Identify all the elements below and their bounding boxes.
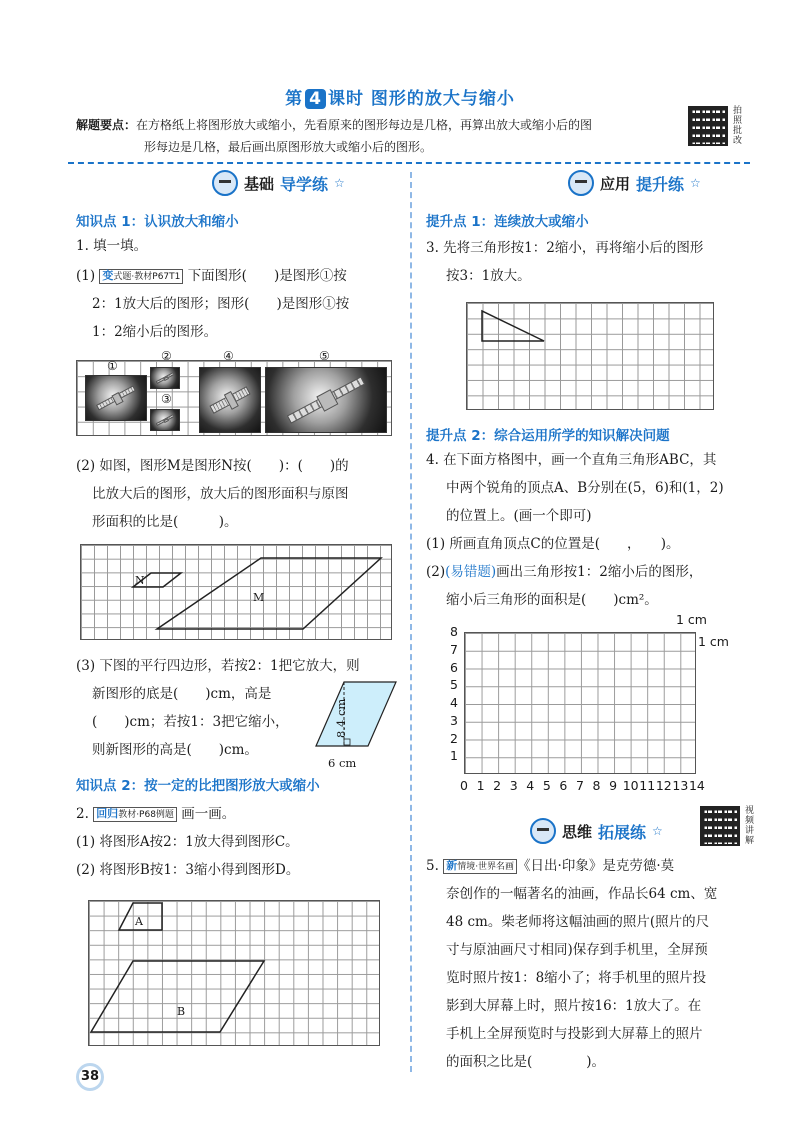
x-tick-label: 1 [476,778,485,793]
x-tick-label: 14 [688,778,705,793]
satellite-grid [76,349,392,436]
solving-tips: 解题要点：在方格纸上将图形放大或缩小，先看原来的图形每边是几格，再算出放大或缩小后的图 形每边是几格，最后画出原图形放大或缩小后的图形。 [76,118,593,154]
drawing-grid-q3[interactable] [466,302,714,410]
knowledge-point-2: 知识点 2：按一定的比把图形放大或缩小 [76,778,320,794]
x-tick-label: 3 [509,778,518,793]
y-tick-label: 8 [450,624,458,639]
qr-caption: 拍照批改 [733,106,743,146]
lesson-number-badge: 4 [305,89,326,109]
mascot-icon [530,818,556,844]
section-think-header: 思维 拓展练 ☆ [530,818,663,844]
qr-code-icon[interactable] [688,106,728,146]
x-tick-label: 10 [622,778,639,793]
x-tick-label: 8 [592,778,601,793]
q2-part1: (1) 将图形A按2：1放大得到图形C。 [76,834,299,850]
x-tick-label: 11 [639,778,656,793]
label-5: ⑤ [319,349,330,363]
q4-text: 4. 在下面方格图中，画一个直角三角形ABC，其 中两个锐角的顶点A、B分别在(5，6)和(1，2) 的位置上。(画一个即可) (1) 所画直角顶点C的位置是( ， )。 (2)(易错题)画出三角形按1：2缩小后的图形， 缩小后三角形的面积是( )cm²。 [426,452,724,608]
star-icon: ☆ [334,176,345,190]
x-tick-label: 5 [542,778,551,793]
y-tick-label: 6 [450,659,458,675]
drawing-grid-q2[interactable] [88,900,380,1046]
satellite-photo-4 [199,367,261,433]
x-tick-label: 6 [559,778,568,793]
y-tick-label: 5 [450,677,458,693]
q1-title: 1. 填一填。 [76,238,148,254]
q5-text: 5. 新情境·世界名画 《日出·印象》是克劳德·莫 奈创作的一幅著名的油画，作品长64 cm、宽 48 cm。柴老师将这幅油画的照片(照片的尺 寸与原油画尺寸相同)保存到手机里，全屏预 览时照片按1：8缩小了；将手机里的照片投 影到大屏幕上时，照片按16：1放大了。在 手机上全屏预览时与投影到大屏幕上的照片 的面积之比是( )。 [426,858,718,1070]
label-4: ④ [223,349,234,363]
shape-a-label: A [135,915,143,928]
x-tick-label: 0 [460,778,468,793]
y-tick-label: 7 [450,641,458,657]
x-tick-label: 13 [672,778,689,793]
shape-m-label: M [253,591,265,604]
shape-m [157,558,381,629]
y-tick-label: 1 [450,748,458,764]
triangle-q3-svg [467,303,715,411]
unit-height-label: 1 cm [698,634,729,649]
satellite-photo-1 [85,375,147,421]
column-divider [410,172,412,1072]
shapes-ab-svg [89,901,381,1047]
y-tick-label: 3 [450,712,458,728]
y-tick-label: 2 [450,730,458,746]
parallelogram-figure [310,676,402,754]
mascot-icon [568,170,594,196]
q1-part3: (3) 下图的平行四边形，若按2：1把它放大，则 新图形的底是( )cm，高是 ( )cm；若按1：3把它缩小， 则新图形的高是( )cm。 [76,658,360,758]
unit-width-label: 1 cm [676,612,707,627]
q2-title: 2. 回归教材·P68例题 画一画。 [76,806,236,822]
return-tag: 回归教材·P68例题 [93,807,177,822]
q3-text: 3. 先将三角形按1：2缩小，再将缩小后的图形 按3：1放大。 [426,240,704,284]
shape-n-label: N [135,574,145,587]
section-apply-header: 应用 提升练 ☆ [568,170,701,196]
label-3: ③ [161,392,172,406]
qr-caption-video: 视频讲解 [745,806,755,846]
q1-part2: (2) 如图，图形M是图形N按( )：( )的 比放大后的图形，放大后的图形面积与原图 形面积的比是( )。 [76,458,349,530]
label-1: ① [107,359,118,373]
knowledge-point-1: 知识点 1：认识放大和缩小 [76,214,239,230]
y-tick-label: 4 [450,695,458,710]
variant-tag: 变式题·教材P67T1 [99,269,183,284]
parallelogram-grid [80,544,392,640]
coordinate-grid-q4[interactable] [464,632,696,774]
shape-b [91,961,264,1032]
q1-part1: (1) 变式题·教材P67T1 下面图形( )是图形①按 2：1放大后的图形；图形( )是图形①按 1：2缩小后的图形。 [76,268,350,340]
q2-part2: (2) 将图形B按1：3缩小得到图形D。 [76,862,300,878]
x-tick-label: 7 [575,778,584,793]
x-tick-label: 12 [655,778,672,793]
section-basic-header: 基础 导学练 ☆ [212,170,345,196]
x-tick-label: 2 [493,778,502,793]
star-icon: ☆ [690,176,701,190]
lesson-title: 第 4 课时 图形的放大与缩小 [285,89,515,109]
header-divider [68,162,750,164]
qr-code-icon-video[interactable] [700,806,740,846]
star-icon: ☆ [652,824,663,838]
satellite-photo-3 [150,409,180,431]
mascot-icon [212,170,238,196]
parallelograms-svg [81,545,393,641]
label-2: ② [161,349,172,363]
satellite-photo-2 [150,367,180,389]
parallelogram-shape [316,682,396,746]
satellite-photo-5 [265,367,387,433]
x-tick-label: 4 [526,778,535,793]
base-label: 6 cm [328,756,357,770]
new-context-tag: 新情境·世界名画 [443,859,517,874]
page-number: 38 [76,1063,104,1091]
error-prone-tag: (易错题) [445,564,497,580]
height-label: 8.4 cm [334,698,348,738]
upgrade-point-2: 提升点 2：综合运用所学的知识解决问题 [426,428,670,444]
upgrade-point-1: 提升点 1：连续放大或缩小 [426,214,589,230]
triangle-q3 [482,311,544,341]
shape-b-label: B [177,1005,186,1018]
x-tick-label: 9 [609,778,618,793]
